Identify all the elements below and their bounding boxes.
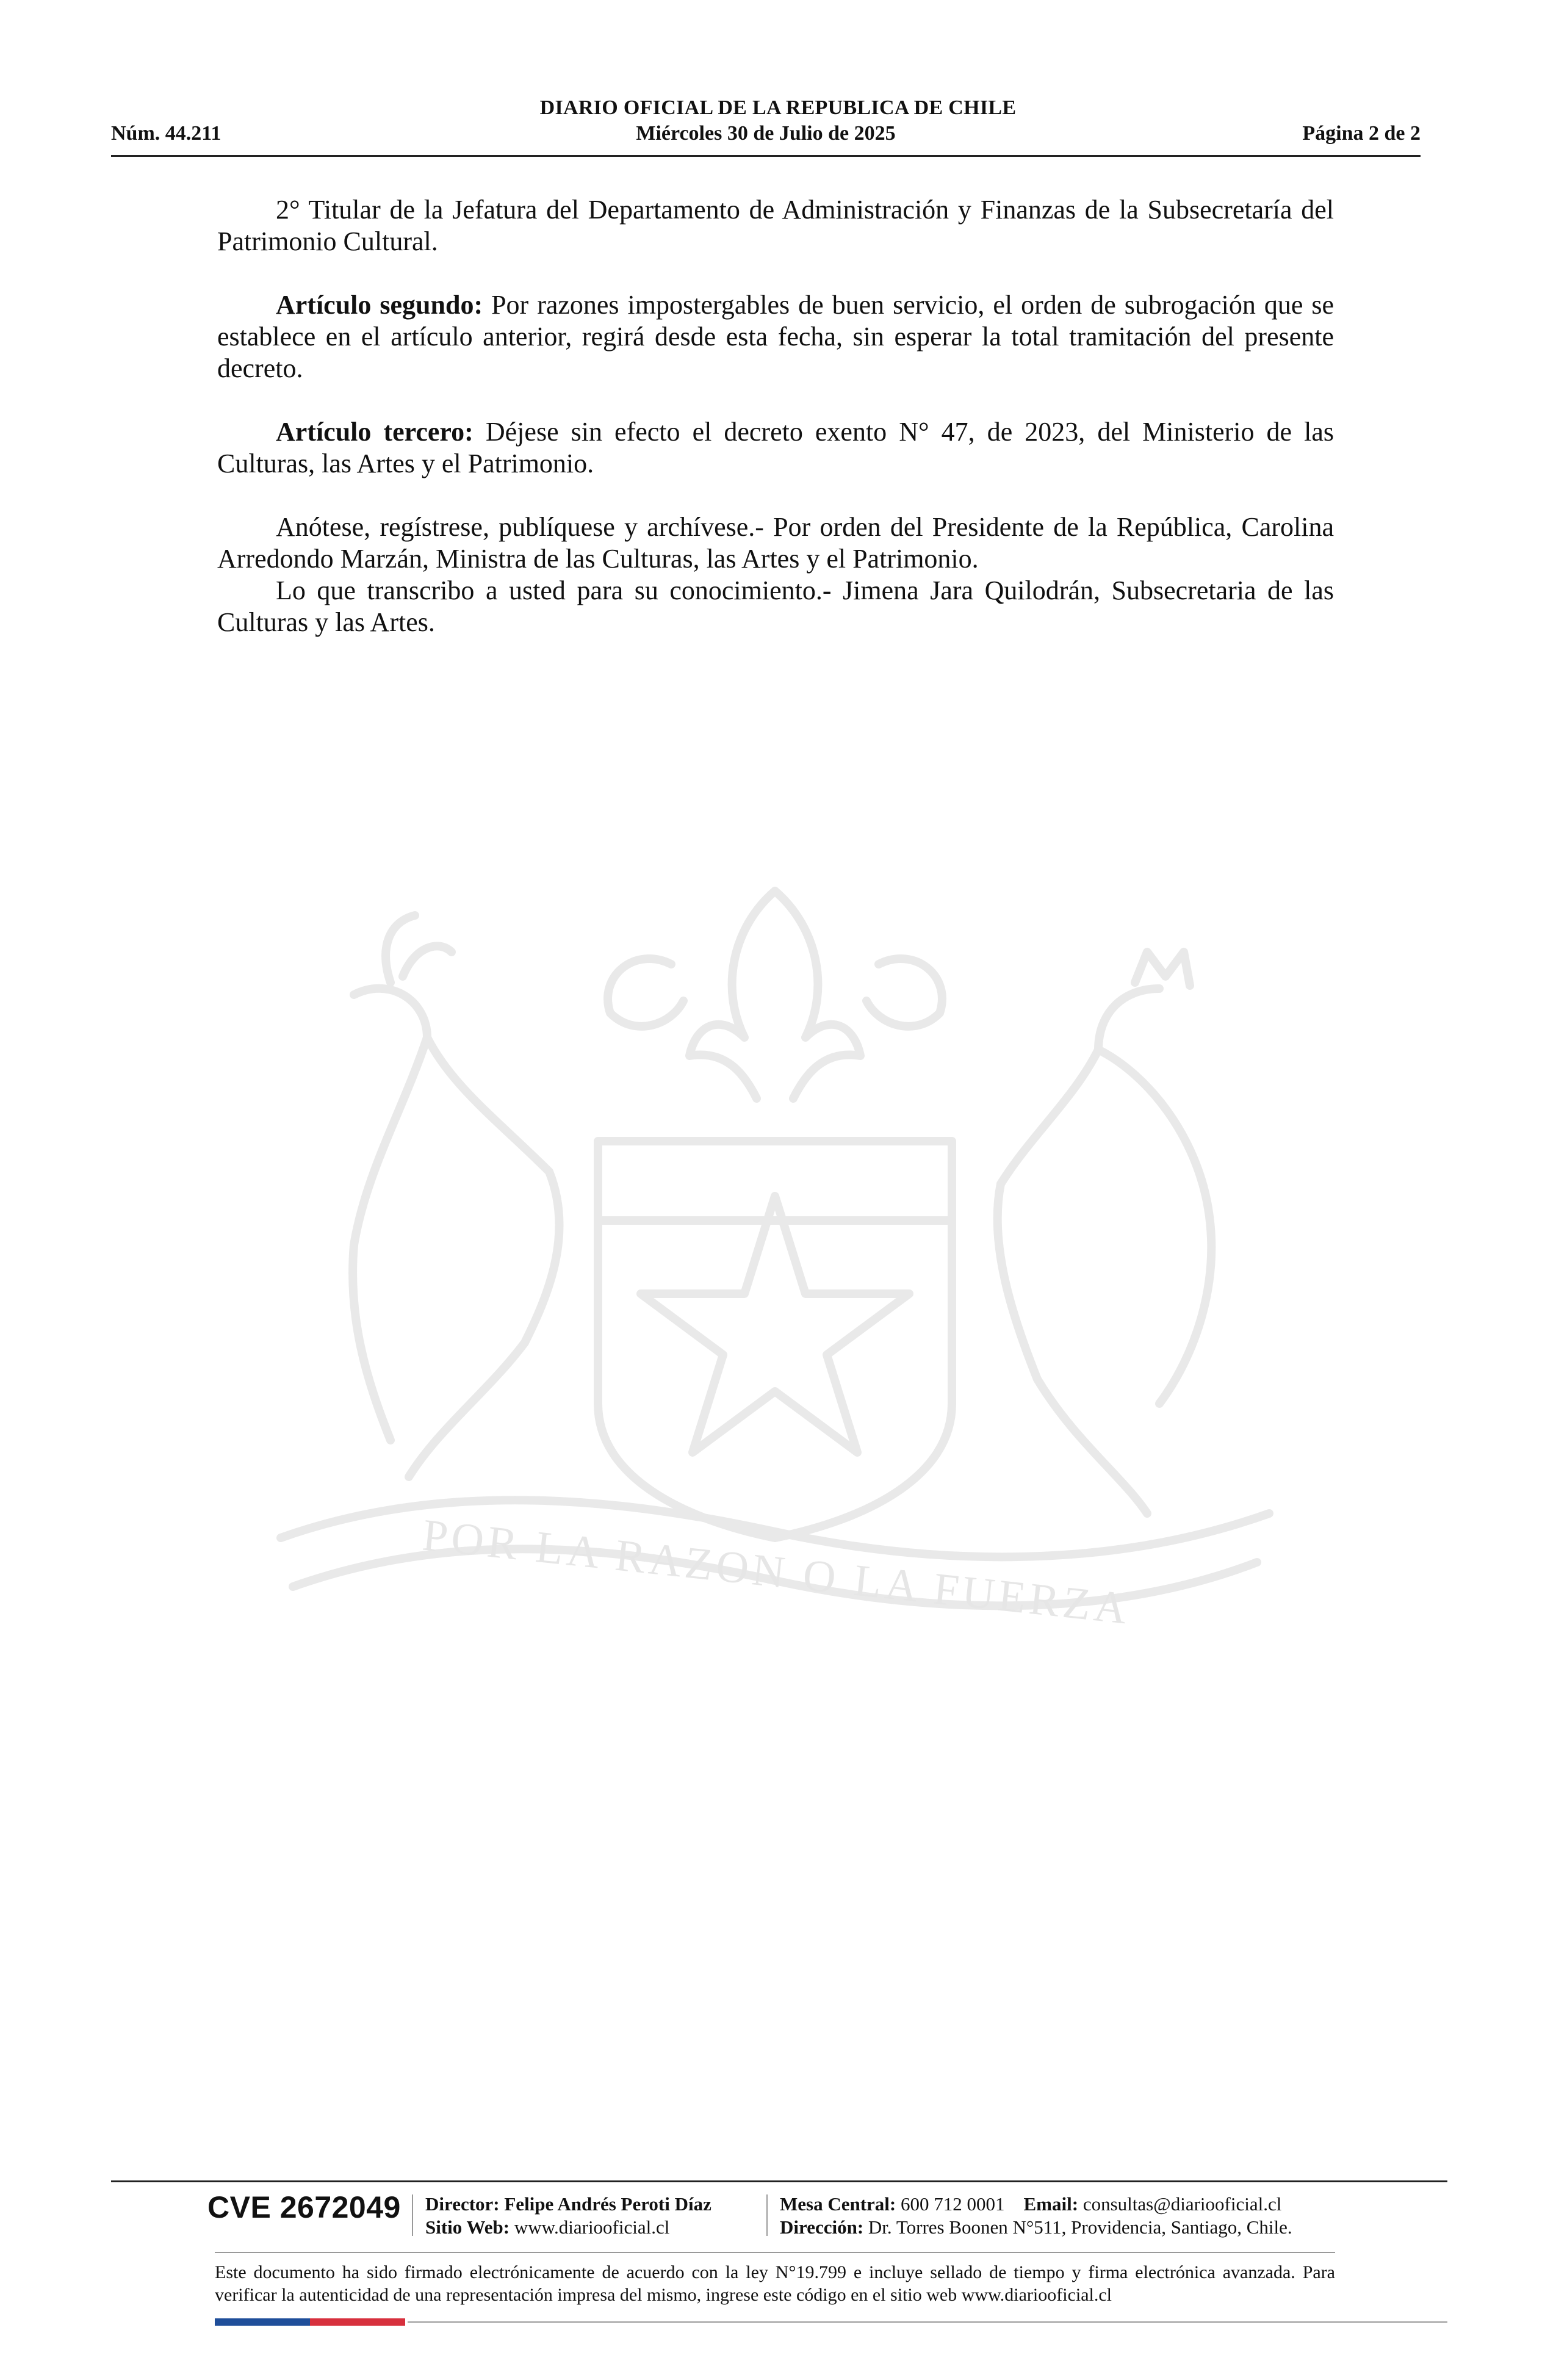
email-link[interactable]: consultas@diariooficial.cl: [1078, 2193, 1282, 2215]
article-third-text: Déjese sin efecto el decreto exento N° 47, de 2023, del Ministerio de las Culturas, las Artes y el Patrimonio.: [217, 417, 1334, 478]
coat-of-arms-watermark: [207, 854, 1342, 1684]
website-label: Sitio Web:: [425, 2216, 510, 2238]
paragraph-closing: Anótese, regístrese, publíquese y archívese.- Por orden del Presidente de la República, Carolina Arredondo Marzán, Ministra de las Culturas, las Artes y el Patrimonio.: [217, 512, 1334, 574]
flag-red-segment: [310, 2318, 405, 2326]
header-divider: [111, 155, 1421, 157]
paragraph-subrogant: 2° Titular de la Jefatura del Departamento de Administración y Finanzas de la Subsecretaría del Patrimonio Cultural.: [217, 195, 1334, 256]
decree-body: [217, 194, 1334, 638]
header-row: [111, 122, 1421, 145]
website-line: [425, 2216, 711, 2239]
phone-number: 600 712 0001: [896, 2193, 1005, 2215]
plume-shape: [608, 959, 683, 1026]
page-indicator: Página 2 de 2: [1302, 122, 1421, 145]
phone-label: Mesa Central:: [780, 2193, 896, 2215]
director-line: [425, 2193, 711, 2216]
footer-separator: [412, 2194, 413, 2236]
chile-flag-bar: [215, 2318, 405, 2326]
director-name: Felipe Andrés Peroti Díaz: [499, 2193, 711, 2215]
email-label: Email:: [1023, 2193, 1079, 2215]
address-value: Dr. Torres Boonen N°511, Providencia, Santiago, Chile.: [863, 2216, 1292, 2238]
footer-divider-middle: [215, 2252, 1335, 2253]
footer-divider-bottom: [408, 2321, 1447, 2323]
plume-shape: [690, 891, 775, 1098]
address-line: [780, 2216, 1292, 2239]
cve-code: CVE 2672049: [207, 2190, 401, 2224]
footer-contact-block: [780, 2193, 1292, 2239]
issue-number: Núm. 44.211: [111, 122, 222, 145]
paragraph-article-third: [217, 416, 1334, 480]
paragraph-transcription: Lo que transcribo a usted para su conocimiento.- Jimena Jara Quilodrán, Subsecretaria de las Culturas y las Artes.: [217, 575, 1334, 637]
article-second-label: Artículo segundo:: [276, 290, 483, 320]
footer-divider-top: [111, 2180, 1447, 2182]
huemul-antler: [386, 915, 452, 983]
article-third-label: Artículo tercero:: [276, 417, 474, 447]
huemul-shape: [353, 989, 560, 1477]
website-link[interactable]: www.diariooficial.cl: [510, 2216, 670, 2238]
condor-shape: [998, 989, 1212, 1513]
condor-crown: [1135, 952, 1190, 986]
newspaper-title: DIARIO OFICIAL DE LA REPUBLICA DE CHILE: [539, 96, 1017, 119]
address-label: Dirección:: [780, 2216, 864, 2238]
article-second-text: Por razones impostergables de buen servicio, el orden de subrogación que se establece en el artículo anterior, regirá desde esta fecha, sin esperar la total tramitación del presente decreto.: [217, 290, 1334, 383]
plume-shape: [775, 891, 860, 1098]
director-label: Director:: [425, 2193, 500, 2215]
plume-shape: [866, 959, 942, 1026]
footer-director-block: [425, 2193, 711, 2239]
issue-date: Miércoles 30 de Julio de 2025: [636, 122, 896, 145]
footer-separator: [766, 2194, 768, 2236]
flag-blue-segment: [215, 2318, 310, 2326]
signature-notice: Este documento ha sido firmado electrónicamente de acuerdo con la ley N°19.799 e incluye sellado de tiempo y firma electrónica avanzada. Para verificar la autenticidad de una representación impresa del mismo, ingrese este código en el sitio web www.diariooficial.cl: [215, 2262, 1335, 2305]
paragraph-article-second: [217, 289, 1334, 384]
star-shape: [641, 1196, 909, 1452]
phone-email-line: [780, 2193, 1292, 2216]
motto-text: POR LA RAZON O LA FUERZA: [420, 1510, 1133, 1634]
